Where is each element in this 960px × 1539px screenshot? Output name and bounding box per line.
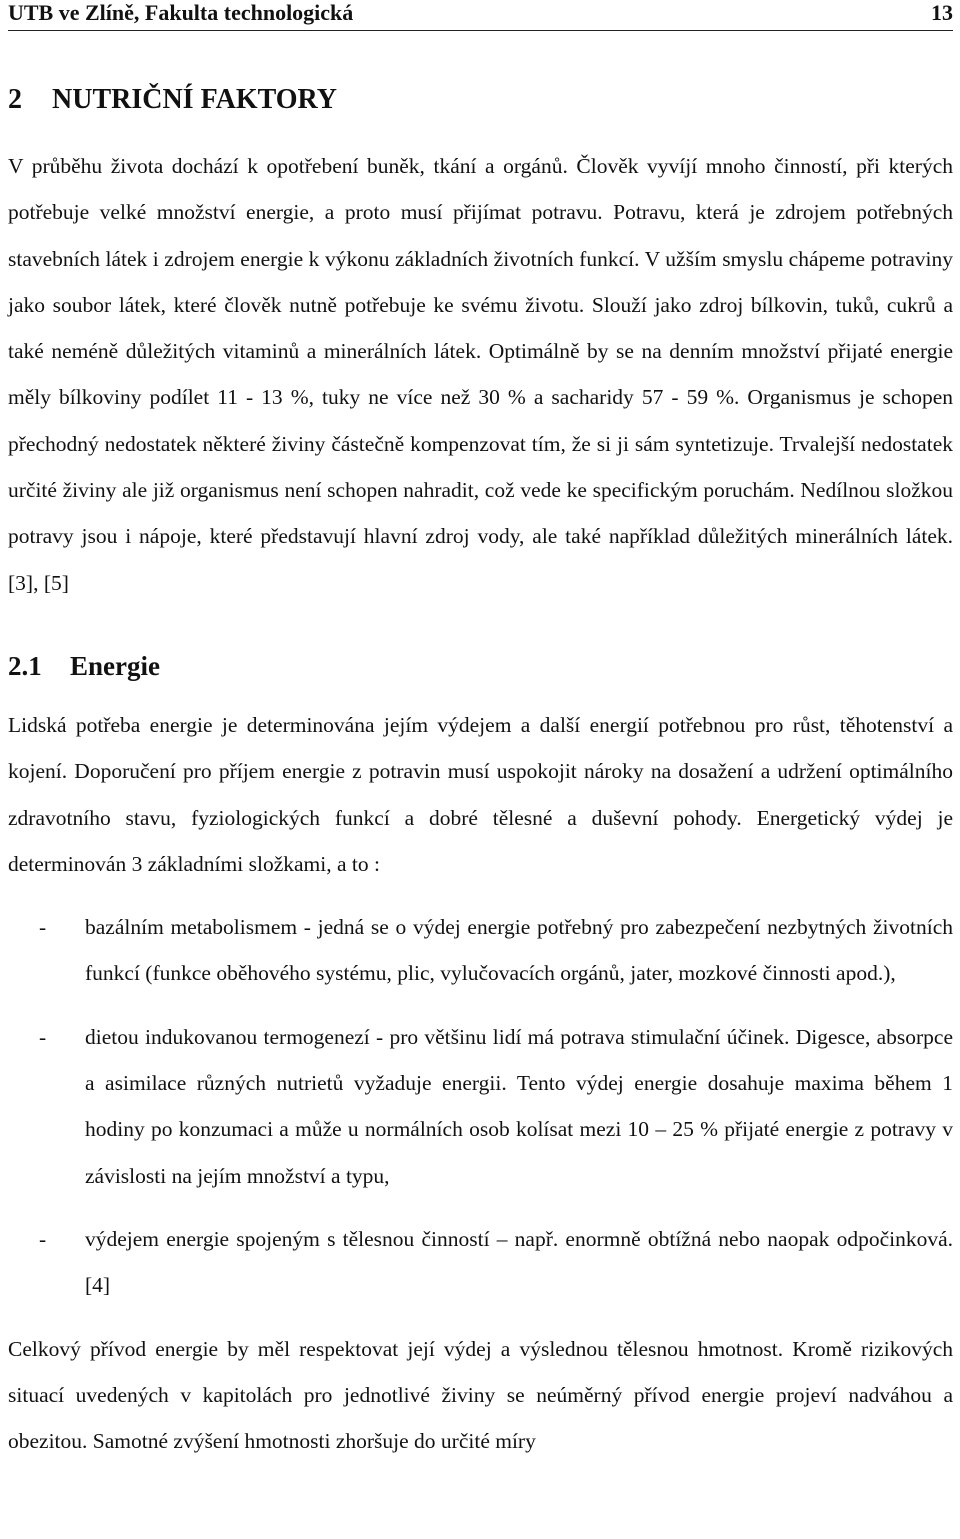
list-item (8, 904, 953, 997)
running-title: UTB ve Zlíně, Fakulta technologická (8, 0, 354, 25)
section-heading (8, 646, 953, 686)
closing-paragraph: Celkový přívod energie by měl respektovat její výdej a výslednou tělesnou hmotnost. Kromě rizikových situací uvedených v kapitolách pro jednotlivé živiny se neúměrný přívod energie projeví nadváhou a obezitou. Samotné zvýšení hmotnosti zhoršuje do určité míry (8, 1336, 953, 1454)
chapter-number: 2 (8, 84, 22, 115)
page-number: 13 (931, 0, 953, 25)
intro-paragraph: V průběhu života dochází k opotřebení buněk, tkání a orgánů. Člověk vyvíjí mnoho činností, při kterých potřebuje velké množství energie, a proto musí přijímat potravu. Potravu, která je zdrojem potřebných stavebních látek i zdrojem energie k výkonu základních životních funkcí. V užším smyslu chápeme potraviny jako soubor látek, které člověk nutně potřebuje ke svému životu. Slouží jako zdroj bílkovin, tuků, cukrů a také neméně důležitých vitaminů a minerálních látek. Optimálně by se na denním množství přijaté energie měly bílkoviny podílet 11 - 13 %, tuky ne více než 30 % a sacharidy 57 - 59 %. Organismus je schopen přechodný nedostatek některé živiny částečně kompenzovat tím, že si ji sám syntetizuje. Trvalejší nedostatek určité živiny ale již organismus není schopen nahradit, což vede ke specifickým poruchám. Nedílnou složkou potravy jsou i nápoje, které představují hlavní zdroj vody, ale také například důležitých minerálních látek. [3], [5] (8, 154, 953, 595)
list-item-text: dietou indukovanou termogenezí - pro většinu lidí má potrava stimulační účinek. Digesce, absorpce a asimilace různých nutrietů vyžaduje energii. Tento výdej energie dosahuje maxima během 1 hodiny po konzumaci a může u normálních osob kolísat mezi 10 – 25 % přijaté energie z potravy v závislosti na jejím množství a typu, (85, 1024, 953, 1188)
page-header (8, 0, 953, 31)
document-page (8, 0, 953, 1464)
list-item (8, 1216, 953, 1309)
chapter-title: NUTRIČNÍ FAKTORY (52, 84, 338, 115)
list-bullet: - (39, 1024, 47, 1049)
energy-paragraph: Lidská potřeba energie je determinována jejím výdejem a další energií potřebnou pro růst, těhotenství a kojení. Doporučení pro příjem energie z potravin musí uspokojit nároky na dosažení a udržení optimálního zdravotního stavu, fyziologických funkcí a dobré tělesné a duševní pohody. Energetický výdej je determinován 3 základními složkami, a to : (8, 712, 953, 876)
list-bullet: - (39, 915, 47, 940)
chapter-heading (8, 80, 953, 120)
list-item (8, 1014, 953, 1199)
list-bullet: - (39, 1226, 47, 1251)
list-item-text: výdejem energie spojeným s tělesnou činností – např. enormně obtížná nebo naopak odpočinková. [4] (85, 1226, 953, 1298)
section-title: Energie (70, 650, 160, 681)
list-item-text: bazálním metabolismem - jedná se o výdej energie potřebný pro zabezpečení nezbytných životních funkcí (funkce oběhového systému, plic, vylučovacích orgánů, jater, mozkové činnosti apod.), (85, 915, 953, 986)
section-number: 2.1 (8, 650, 42, 681)
energy-components-list (8, 904, 953, 1308)
